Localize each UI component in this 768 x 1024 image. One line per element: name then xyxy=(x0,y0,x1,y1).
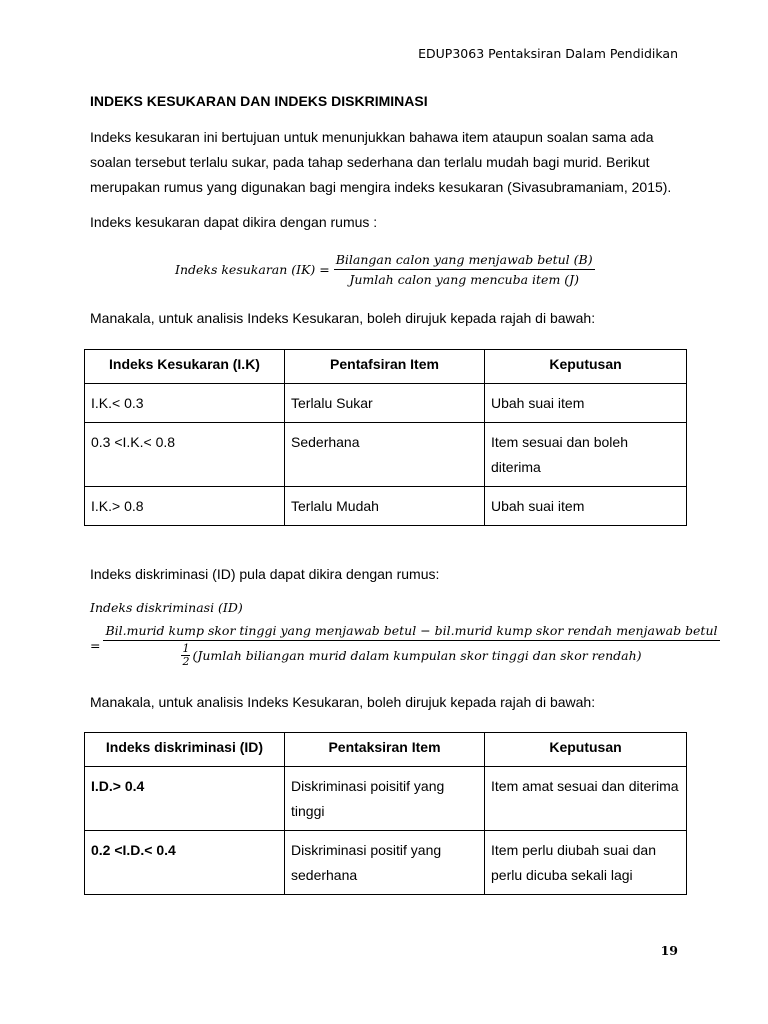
half-numerator: 1 xyxy=(182,642,190,655)
table-row xyxy=(85,384,687,423)
table-row xyxy=(85,487,687,526)
table-header-row xyxy=(85,733,687,767)
intro-line: soalan tersebut terlalu sukar, pada tahap sederhana dan terlalu mudah bagi murid. Berikut xyxy=(90,154,650,170)
id-formula-denominator: (Jumlah biliangan murid dalam kumpulan skor tinggi dan skor rendah) xyxy=(192,648,642,663)
table-cell: Item amat sesuai dan diterima xyxy=(485,767,687,831)
ik-formula-fraction xyxy=(334,252,595,287)
ik-formula xyxy=(175,252,595,287)
table-header-cell: Pentafsiran Item xyxy=(285,350,485,384)
table-cell: Diskriminasi poisitif yang tinggi xyxy=(285,767,485,831)
table-row xyxy=(85,831,687,895)
table-header-cell: Pentaksiran Item xyxy=(285,733,485,767)
table-cell: Item sesuai dan boleh diterima xyxy=(485,423,687,487)
intro-line: Indeks kesukaran ini bertujuan untuk menunjukkan bahawa item ataupun soalan sama ada xyxy=(90,129,654,145)
table-cell: I.D.> 0.4 xyxy=(85,767,285,831)
table-row xyxy=(85,767,687,831)
table-header-cell: Keputusan xyxy=(485,733,687,767)
ik-formula-intro: Indeks kesukaran dapat dikira dengan rumus : xyxy=(90,214,378,230)
table-header-cell: Indeks Kesukaran (I.K) xyxy=(85,350,285,384)
id-formula-equals: = xyxy=(90,638,101,653)
table-cell: 0.3 <I.K.< 0.8 xyxy=(85,423,285,487)
id-formula-numerator: Bil.murid kump skor tinggi yang menjawab betul − bil.murid kump skor rendah menjawab betul xyxy=(103,623,719,641)
half-fraction xyxy=(181,643,190,668)
table-header-cell: Indeks diskriminasi (ID) xyxy=(85,733,285,767)
id-table-intro: Manakala, untuk analisis Indeks Kesukaran, boleh dirujuk kepada rajah di bawah: xyxy=(90,694,596,710)
ik-formula-lhs: Indeks kesukaran (IK) = xyxy=(175,262,330,277)
table-cell: Sederhana xyxy=(285,423,485,487)
ik-formula-denominator: Jumlah calon yang mencuba item (J) xyxy=(349,272,580,287)
table-cell: 0.2 <I.D.< 0.4 xyxy=(85,831,285,895)
page-number: 19 xyxy=(660,943,678,958)
table-header-cell: Keputusan xyxy=(485,350,687,384)
intro-paragraph xyxy=(90,125,690,200)
id-formula-fraction xyxy=(103,623,719,668)
half-denominator: 2 xyxy=(182,655,190,668)
table-header-row xyxy=(85,350,687,384)
id-formula-intro: Indeks diskriminasi (ID) pula dapat dikira dengan rumus: xyxy=(90,566,440,582)
table-row xyxy=(85,423,687,487)
table-cell: Item perlu diubah suai dan perlu dicuba sekali lagi xyxy=(485,831,687,895)
table-cell: I.K.< 0.3 xyxy=(85,384,285,423)
table-cell: Diskriminasi positif yang sederhana xyxy=(285,831,485,895)
id-formula-lhs: Indeks diskriminasi (ID) xyxy=(90,600,243,615)
table-cell: Terlalu Sukar xyxy=(285,384,485,423)
table-cell: Ubah suai item xyxy=(485,487,687,526)
section-title: INDEKS KESUKARAN DAN INDEKS DISKRIMINASI xyxy=(90,93,428,109)
ik-formula-numerator: Bilangan calon yang menjawab betul (B) xyxy=(334,252,595,270)
ik-table xyxy=(84,349,687,526)
ik-table-intro: Manakala, untuk analisis Indeks Kesukaran, boleh dirujuk kepada rajah di bawah: xyxy=(90,310,596,326)
table-cell: Ubah suai item xyxy=(485,384,687,423)
id-formula xyxy=(90,623,716,668)
table-cell: I.K.> 0.8 xyxy=(85,487,285,526)
id-table xyxy=(84,732,687,895)
running-header: EDUP3063 Pentaksiran Dalam Pendidikan xyxy=(418,46,678,61)
id-formula-denominator-wrap xyxy=(179,641,643,668)
table-cell: Terlalu Mudah xyxy=(285,487,485,526)
intro-line: merupakan rumus yang digunakan bagi mengira indeks kesukaran (Sivasubramaniam, 2015). xyxy=(90,179,672,195)
